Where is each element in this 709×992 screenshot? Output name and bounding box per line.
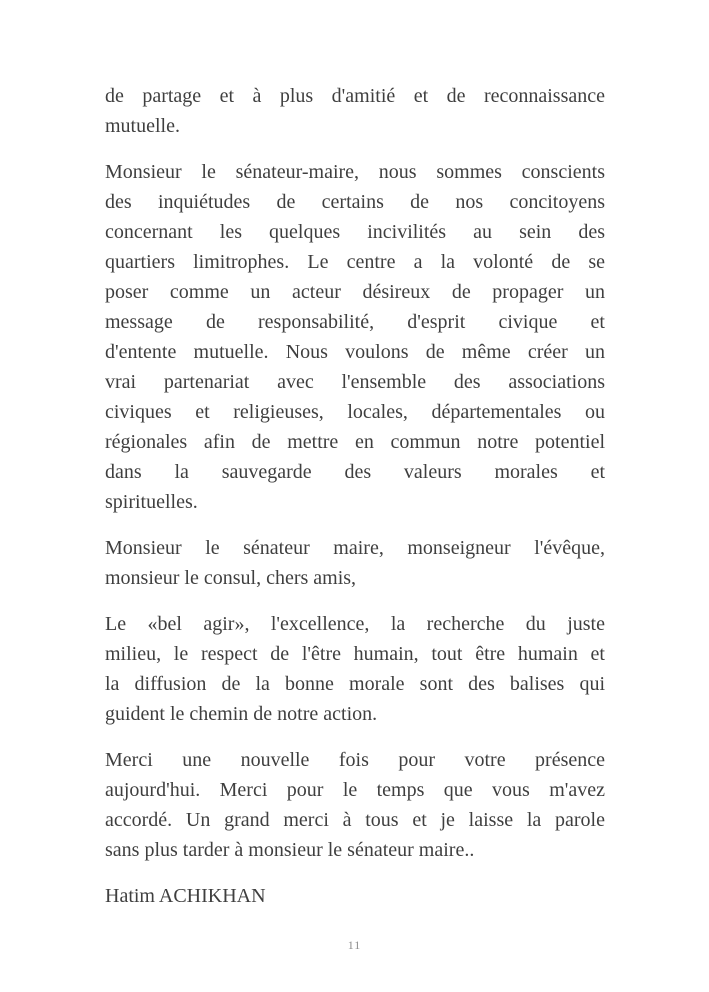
text-line: mutuelle. (105, 115, 180, 137)
text-line: milieu, le respect de l'être humain, tout être humain et (105, 643, 605, 665)
signature-line: Hatim ACHIKHAN (105, 885, 266, 907)
text-line: monsieur le consul, chers amis, (105, 567, 357, 589)
page-number: 11 (347, 938, 362, 952)
text-line: poser comme un acteur désireux de propager un (105, 281, 605, 303)
text-line: d'entente mutuelle. Nous voulons de même créer un (105, 341, 605, 363)
text-line: la diffusion de la bonne morale sont des balises qui (105, 673, 605, 695)
text-line: civiques et religieuses, locales, départementales ou (105, 401, 605, 423)
text-line: spirituelles. (105, 491, 198, 513)
signature (105, 881, 605, 911)
document-body (105, 81, 605, 927)
text-line: aujourd'hui. Merci pour le temps que vous m'avez (105, 779, 605, 801)
text-line: accordé. Un grand merci à tous et je laisse la parole (105, 809, 605, 831)
text-line: sans plus tarder à monsieur le sénateur maire.. (105, 839, 475, 861)
text-line: Merci une nouvelle fois pour votre présence (105, 749, 605, 771)
paragraph (105, 81, 605, 141)
text-line: concernant les quelques incivilités au sein des (105, 221, 605, 243)
paragraph (105, 533, 605, 593)
text-line: dans la sauvegarde des valeurs morales et (105, 461, 605, 483)
text-line: Monsieur le sénateur maire, monseigneur l'évêque, (105, 537, 605, 559)
text-line: message de responsabilité, d'esprit civique et (105, 311, 605, 333)
paragraph (105, 745, 605, 865)
text-line: de partage et à plus d'amitié et de reconnaissance (105, 85, 605, 107)
paragraph (105, 609, 605, 729)
text-line: vrai partenariat avec l'ensemble des associations (105, 371, 605, 393)
text-line: régionales afin de mettre en commun notre potentiel (105, 431, 605, 453)
text-line: quartiers limitrophes. Le centre a la volonté de se (105, 251, 605, 273)
paragraph (105, 157, 605, 517)
text-line: des inquiétudes de certains de nos concitoyens (105, 191, 605, 213)
text-line: Le «bel agir», l'excellence, la recherche du juste (105, 613, 605, 635)
text-line: guident le chemin de notre action. (105, 703, 378, 725)
text-line: Monsieur le sénateur-maire, nous sommes conscients (105, 161, 605, 183)
